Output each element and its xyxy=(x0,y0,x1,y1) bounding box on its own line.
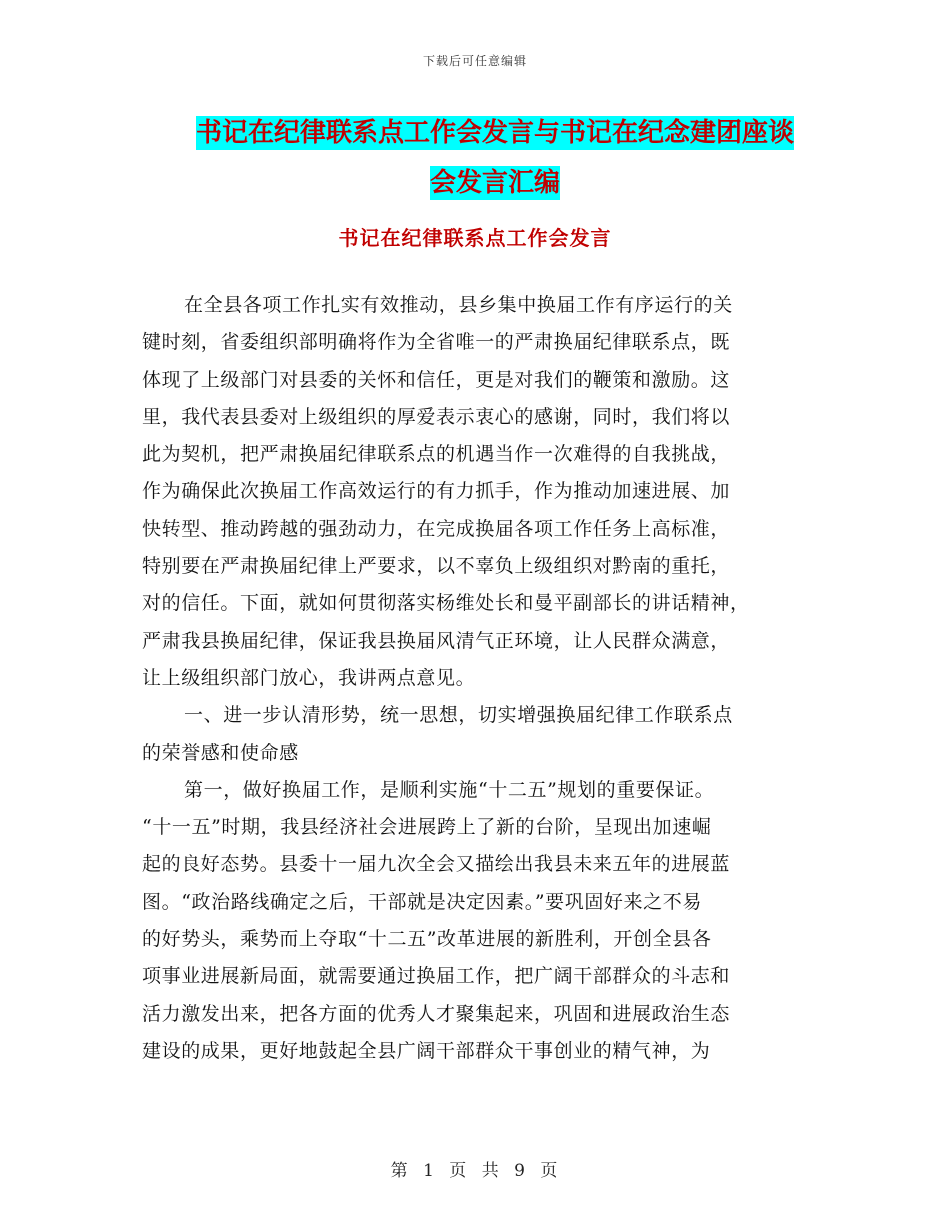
current-page-number: 1 xyxy=(423,1161,436,1181)
page-footer xyxy=(0,1156,950,1181)
body-line: 严肃我县换届纪律，保证我县换届风清气正环境，让人民群众满意， xyxy=(142,629,731,652)
heading-line: 的荣誉感和使命感 xyxy=(142,741,299,764)
body-line: 项事业进展新局面，就需要通过换届工作，把广阔干部群众的斗志和 xyxy=(142,965,731,988)
body-line: 作为确保此次换届工作高效运行的有力抓手，作为推动加速进展、加 xyxy=(142,480,731,503)
body-line: “十一五”时期，我县经济社会进展跨上了新的台阶，呈现出加速崛 xyxy=(142,816,712,839)
footer-suffix: 页 xyxy=(540,1161,560,1181)
body-line: 对的信任。下面，就如何贯彻落实杨维处长和曼平副部长的讲话精神， xyxy=(142,592,750,615)
heading-line: 一、进一步认清形势，统一思想，切实增强换届纪律工作联系点 xyxy=(184,704,733,727)
body-line: 第一，做好换届工作，是顺利实施“十二五”规划的重要保证。 xyxy=(184,778,715,801)
body-line: 键时刻，省委组织部明确将作为全省唯一的严肃换届纪律联系点，既 xyxy=(142,331,731,354)
body-line: 在全县各项工作扎实有效推动，县乡集中换届工作有序运行的关 xyxy=(184,294,733,316)
body-line: 特别要在严肃换届纪律上严要求，以不辜负上级组织对黔南的重托， xyxy=(142,555,731,578)
header-note: 下载后可任意编辑 xyxy=(422,54,527,68)
body-line: 建设的成果，更好地鼓起全县广阔干部群众干事创业的精气神，为 xyxy=(142,1039,711,1062)
total-page-count: 9 xyxy=(514,1161,527,1181)
main-title xyxy=(150,108,840,208)
body-line: 的好势头，乘势而上夺取“十二五”改革进展的新胜利，开创全县各 xyxy=(142,928,712,951)
body-line: 图。“政治路线确定之后，干部就是决定因素。”要巩固好来之不易 xyxy=(142,890,702,913)
main-title-line-2: 会发言汇编 xyxy=(429,168,560,198)
body-text xyxy=(142,287,802,1070)
body-line: 让上级组织部门放心，我讲两点意见。 xyxy=(142,666,476,689)
body-line: 此为契机，把严肃换届纪律联系点的机遇当作一次难得的自我挑战， xyxy=(142,443,731,466)
main-title-line-1: 书记在纪律联系点工作会发言与书记在纪念建团座谈 xyxy=(195,118,794,148)
body-line: 快转型、推动跨越的强劲动力，在完成换届各项工作任务上高标准， xyxy=(142,517,731,540)
footer-middle: 页 共 xyxy=(449,1161,501,1181)
body-line: 活力激发出来，把各方面的优秀人才聚集起来，巩固和进展政治生态 xyxy=(142,1002,731,1025)
body-line: 里，我代表县委对上级组织的厚爱表示衷心的感谢，同时，我们将以 xyxy=(142,405,731,428)
section-title: 书记在纪律联系点工作会发言 xyxy=(338,226,612,250)
body-line: 起的良好态势。县委十一届九次全会又描绘出我县未来五年的进展蓝 xyxy=(142,853,731,876)
footer-prefix: 第 xyxy=(390,1161,410,1181)
body-line: 体现了上级部门对县委的关怀和信任，更是对我们的鞭策和激励。这 xyxy=(142,368,731,391)
